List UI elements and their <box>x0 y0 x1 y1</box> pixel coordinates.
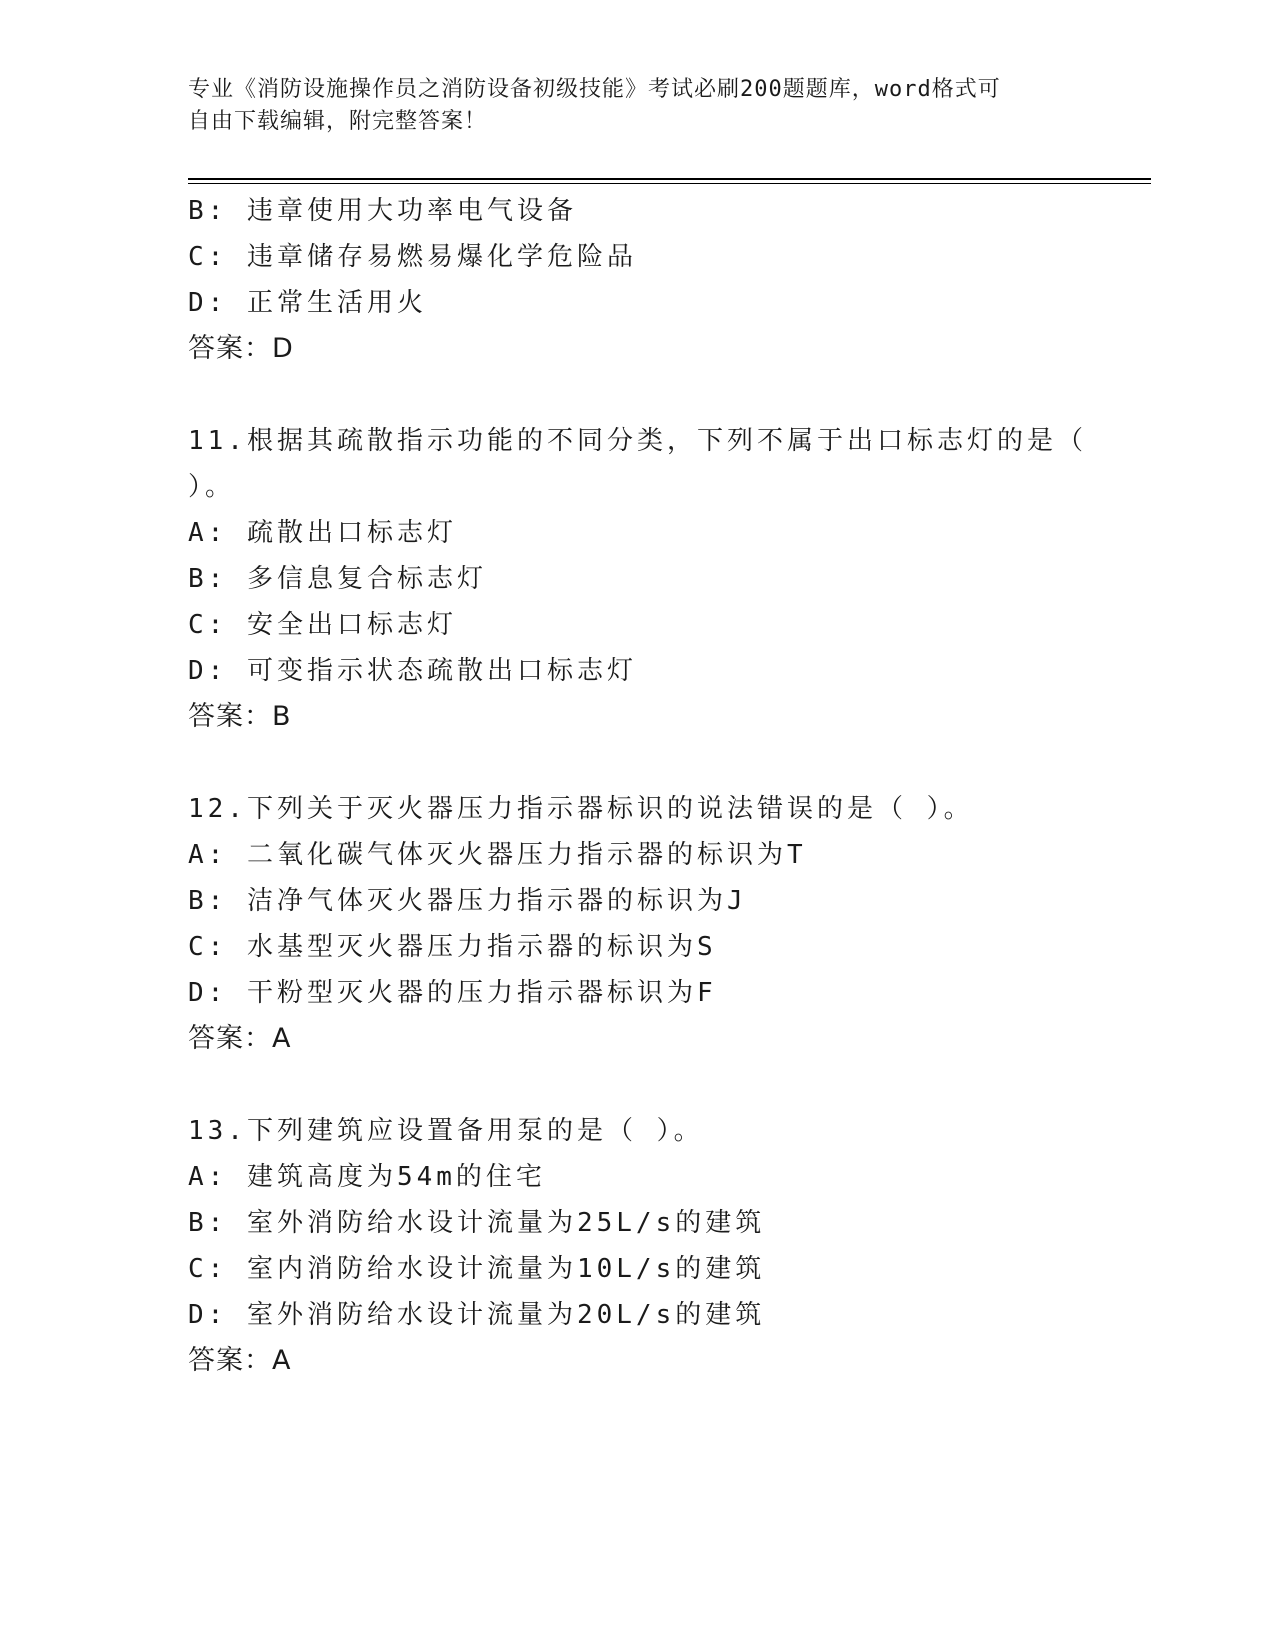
option-b: B: 室外消防给水设计流量为25L/s的建筑 <box>188 1208 766 1238</box>
question-10-continued <box>188 188 1088 372</box>
option-c: C: 室内消防给水设计流量为10L/s的建筑 <box>188 1254 766 1284</box>
question-stem-continued: ）。 <box>188 472 236 502</box>
question-spacer <box>188 372 1088 418</box>
document-header <box>188 74 1088 138</box>
option-b: B: 洁净气体灭火器压力指示器的标识为J <box>188 886 747 916</box>
answer-label: 答案：B <box>188 701 292 732</box>
question-list <box>188 188 1088 1384</box>
answer-label: 答案：A <box>188 1023 292 1054</box>
question-stem: 13.下列建筑应设置备用泵的是（ ）。 <box>188 1116 704 1146</box>
option-a: A: 建筑高度为54m的住宅 <box>188 1162 546 1192</box>
header-divider-thin <box>188 183 1151 184</box>
question-stem: 12.下列关于灭火器压力指示器标识的说法错误的是（ ）。 <box>188 794 974 824</box>
option-c: C: 水基型灭火器压力指示器的标识为S <box>188 932 717 962</box>
question-12 <box>188 786 1088 1062</box>
question-spacer <box>188 1062 1088 1108</box>
answer-label: 答案：A <box>188 1345 292 1376</box>
option-a: A: 疏散出口标志灯 <box>188 518 457 548</box>
header-divider-thick <box>188 178 1151 180</box>
header-line-2: 自由下载编辑，附完整答案！ <box>188 109 488 134</box>
header-line-1: 专业《消防设施操作员之消防设备初级技能》考试必刷200题题库，word格式可 <box>188 77 1001 102</box>
option-d: D: 可变指示状态疏散出口标志灯 <box>188 656 637 686</box>
answer-label: 答案：D <box>188 333 294 364</box>
option-b: B: 违章使用大功率电气设备 <box>188 196 577 226</box>
option-a: A: 二氧化碳气体灭火器压力指示器的标识为T <box>188 840 807 870</box>
option-c: C: 违章储存易燃易爆化学危险品 <box>188 242 637 272</box>
option-d: D: 正常生活用火 <box>188 288 427 318</box>
question-stem: 11.根据其疏散指示功能的不同分类，下列不属于出口标志灯的是（ <box>188 426 1087 456</box>
question-11 <box>188 418 1088 740</box>
option-d: D: 干粉型灭火器的压力指示器标识为F <box>188 978 717 1008</box>
option-b: B: 多信息复合标志灯 <box>188 564 487 594</box>
question-13 <box>188 1108 1088 1384</box>
option-d: D: 室外消防给水设计流量为20L/s的建筑 <box>188 1300 766 1330</box>
question-spacer <box>188 740 1088 786</box>
option-c: C: 安全出口标志灯 <box>188 610 457 640</box>
